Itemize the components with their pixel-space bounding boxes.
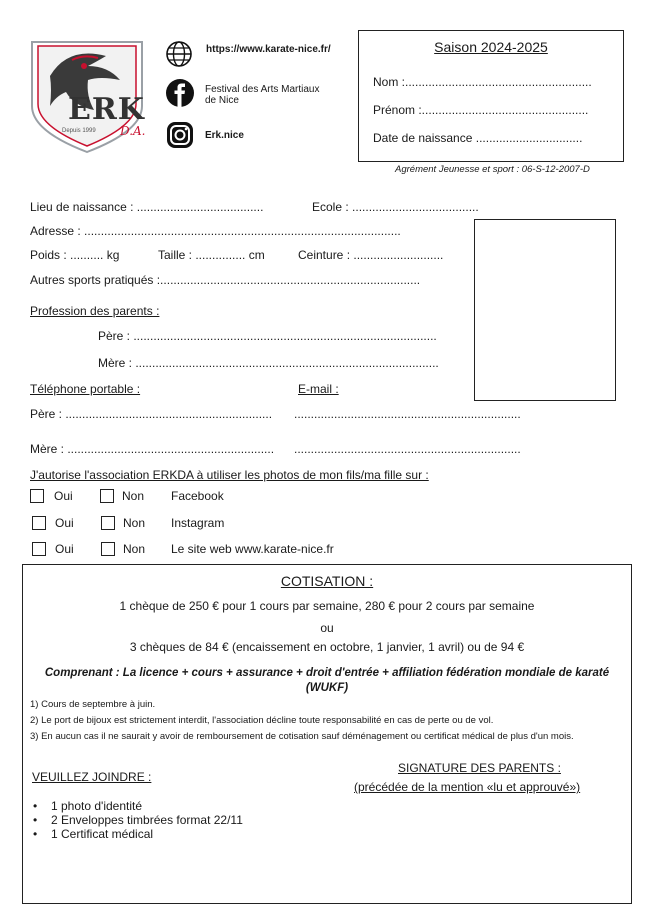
logo-since: Depuis 1999 <box>62 128 96 134</box>
prenom-field[interactable]: Prénom :.................................................. <box>373 103 589 117</box>
email-title: E-mail : <box>298 382 339 396</box>
website-non-checkbox[interactable] <box>101 542 115 556</box>
instagram-oui-checkbox[interactable] <box>32 516 46 530</box>
agrement-text: Agrément Jeunesse et sport : 06-S-12-2007-D <box>395 164 590 175</box>
mere-email-field[interactable]: .................................................................... <box>294 442 521 456</box>
joindre-list <box>31 799 243 841</box>
rule-item: 3) En aucun cas il ne saurait y avoir de remboursement de cotisation sauf déménagement ou certificat médical de plus d'un mois. <box>30 731 574 742</box>
list-item: • 1 photo d'identité <box>31 799 243 813</box>
mere-telephone-field[interactable]: Mère : .............................................................. <box>30 442 275 456</box>
instagram-non-checkbox[interactable] <box>101 516 115 530</box>
profession-title: Profession des parents : <box>30 304 160 318</box>
cotisation-line-2: 3 chèques de 84 € (encaissement en octobre, 1 janvier, 1 avril) ou de 94 € <box>129 640 525 654</box>
joindre-title: VEUILLEZ JOINDRE : <box>32 770 152 784</box>
list-item: • 1 Certificat médical <box>31 827 243 841</box>
facebook-line-1: Festival des Arts Martiaux <box>205 84 320 95</box>
autres-sports-field[interactable]: Autres sports pratiqués :.............................................................................. <box>30 273 421 287</box>
poids-field[interactable]: Poids : .......... kg <box>30 248 120 262</box>
logo-wordmark: ERK <box>68 92 145 127</box>
globe-icon <box>165 40 193 68</box>
website-non-label: Non <box>123 542 146 556</box>
signature-area[interactable] <box>354 805 614 895</box>
facebook-oui-label: Oui <box>54 489 73 503</box>
autorisation-text: J'autorise l'association ERKDA à utiliser les photos de mon fils/ma fille sur : <box>30 468 429 482</box>
website-oui-checkbox[interactable] <box>32 542 46 556</box>
cotisation-comprenant: Comprenant : La licence + cours + assurance + droit d'entrée + affiliation fédération mondiale de karaté (WUKF) <box>44 667 610 694</box>
signature-note: (précédée de la mention «lu et approuvé») <box>354 780 581 794</box>
instagram-media-label: Instagram <box>171 516 225 530</box>
ceinture-field[interactable]: Ceinture : ........................... <box>298 248 444 262</box>
pere-telephone-field[interactable]: Père : .............................................................. <box>30 407 273 421</box>
cotisation-title: COTISATION : <box>280 573 374 589</box>
signature-title: SIGNATURE DES PARENTS : <box>398 761 561 775</box>
instagram-handle[interactable]: Erk.nice <box>205 130 244 141</box>
rule-item: 1) Cours de septembre à juin. <box>30 699 156 710</box>
season-box <box>358 30 624 162</box>
rules-list <box>30 697 624 745</box>
facebook-non-checkbox[interactable] <box>100 489 114 503</box>
lieu-naissance-field[interactable]: Lieu de naissance : ...................................... <box>30 200 264 214</box>
instagram-non-label: Non <box>123 516 146 530</box>
website-oui-label: Oui <box>55 542 74 556</box>
rule-item: 2) Le port de bijoux est strictement interdit, l'association décline toute responsabilité en cas de perte ou de vol. <box>30 715 494 726</box>
cotisation-line-1: 1 chèque de 250 € pour 1 cours par semaine, 280 € pour 2 cours par semaine <box>119 599 535 613</box>
ecole-field[interactable]: Ecole : ...................................... <box>312 200 479 214</box>
website-media-label: Le site web www.karate-nice.fr <box>171 542 334 556</box>
photo-box[interactable] <box>474 219 616 401</box>
pere-profession-field[interactable]: Père : ........................................................................................... <box>98 329 437 343</box>
facebook-oui-checkbox[interactable] <box>30 489 44 503</box>
instagram-icon <box>165 120 195 150</box>
pere-email-field[interactable]: .................................................................... <box>294 407 521 421</box>
cotisation-ou: ou <box>320 621 334 635</box>
date-naissance-field[interactable]: Date de naissance ................................ <box>373 131 583 145</box>
facebook-line-2: de Nice <box>205 95 239 106</box>
taille-field[interactable]: Taille : ............... cm <box>158 248 265 262</box>
telephone-title: Téléphone portable : <box>30 382 141 396</box>
facebook-media-label: Facebook <box>171 489 224 503</box>
season-title: Saison 2024-2025 <box>434 39 548 55</box>
facebook-page-name[interactable] <box>205 84 319 106</box>
mere-profession-field[interactable]: Mère : ........................................................................................... <box>98 356 439 370</box>
facebook-non-label: Non <box>122 489 145 503</box>
cotisation-box <box>22 564 632 904</box>
list-item: • 2 Enveloppes timbrées format 22/11 <box>31 813 243 827</box>
facebook-icon <box>165 78 195 108</box>
website-link[interactable]: https://www.karate-nice.fr/ <box>206 44 331 55</box>
club-logo <box>28 36 146 154</box>
logo-sub: D.A. <box>120 124 146 138</box>
nom-field[interactable]: Nom :........................................................ <box>373 75 592 89</box>
instagram-oui-label: Oui <box>55 516 74 530</box>
adresse-field[interactable]: Adresse : ............................................................................................... <box>30 224 401 238</box>
